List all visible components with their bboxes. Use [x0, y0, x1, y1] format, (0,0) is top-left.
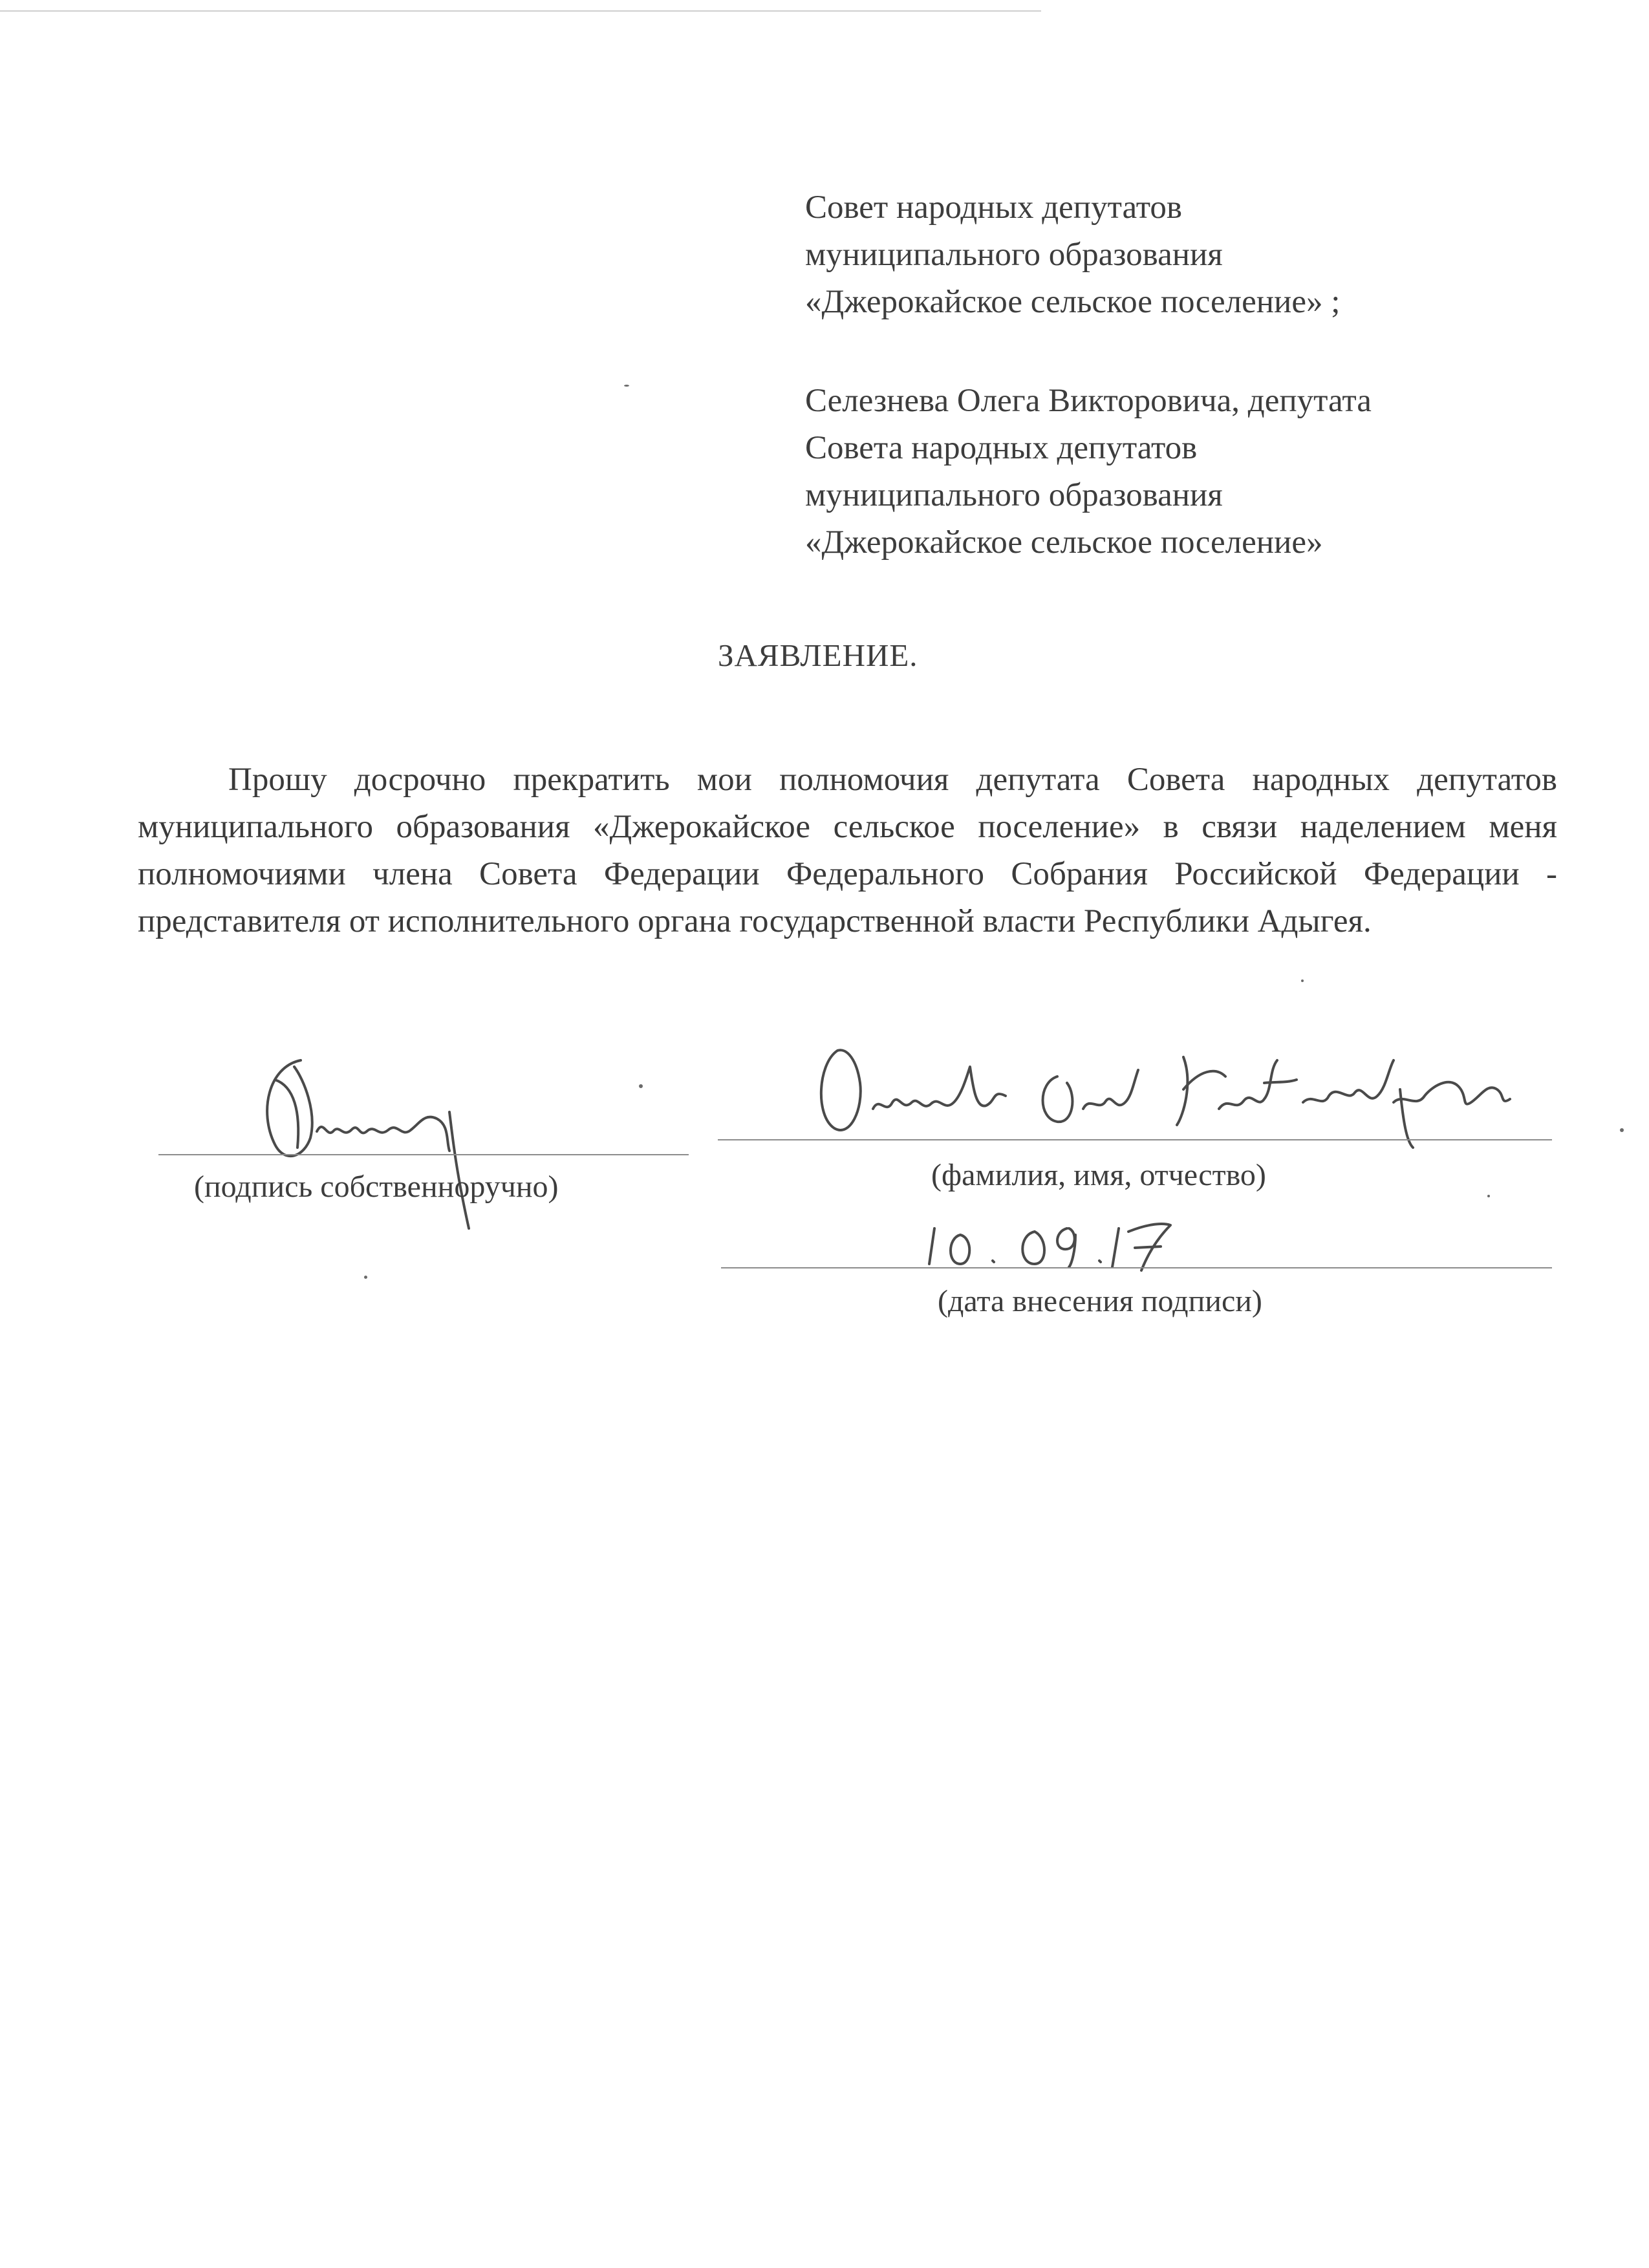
handwritten-full-name: [812, 1031, 1549, 1148]
document-title: ЗАЯВЛЕНИЕ.: [718, 637, 918, 673]
sender-line: Селезнева Олега Викторовича, депутата: [805, 383, 1372, 419]
statement-body: Прошу досрочно прекратить мои полномочия депутата Совета народных депутатов муниципального образования «Джерокайское сельское поселение» в связи наделением меня полномочиями члена Совета Федерации Федерального Собрания Российской Федерации - представителя от исполнительного органа государственной власти Республики Адыгея.: [138, 762, 1557, 939]
scan-speck: [364, 1276, 367, 1279]
addressee-block: [805, 184, 1581, 566]
signature-line: [158, 1154, 689, 1155]
scan-speck: [624, 385, 629, 387]
date-line: [721, 1267, 1552, 1268]
sender-line: муниципального образования: [805, 477, 1223, 513]
scan-speck: [639, 1084, 643, 1088]
name-caption: (фамилия, имя, отчество): [931, 1158, 1266, 1192]
addressee-line: «Джерокайское сельское поселение» ;: [805, 284, 1341, 320]
handwritten-signature: [255, 1041, 501, 1235]
scan-speck: [1620, 1128, 1624, 1132]
addressee-line: Совет народных депутатов: [805, 189, 1182, 226]
signature-caption: (подпись собственноручно): [194, 1170, 559, 1204]
handwritten-date: [921, 1203, 1180, 1274]
name-line: [718, 1139, 1552, 1140]
scan-speck: [1301, 979, 1304, 982]
date-caption: (дата внесения подписи): [938, 1284, 1262, 1318]
sender-line: Совета народных депутатов: [805, 430, 1198, 466]
scan-speck: [1487, 1195, 1490, 1197]
sender-line: «Джерокайское сельское поселение»: [805, 524, 1323, 561]
scan-edge: [0, 10, 1041, 12]
addressee-line: муниципального образования: [805, 237, 1223, 273]
